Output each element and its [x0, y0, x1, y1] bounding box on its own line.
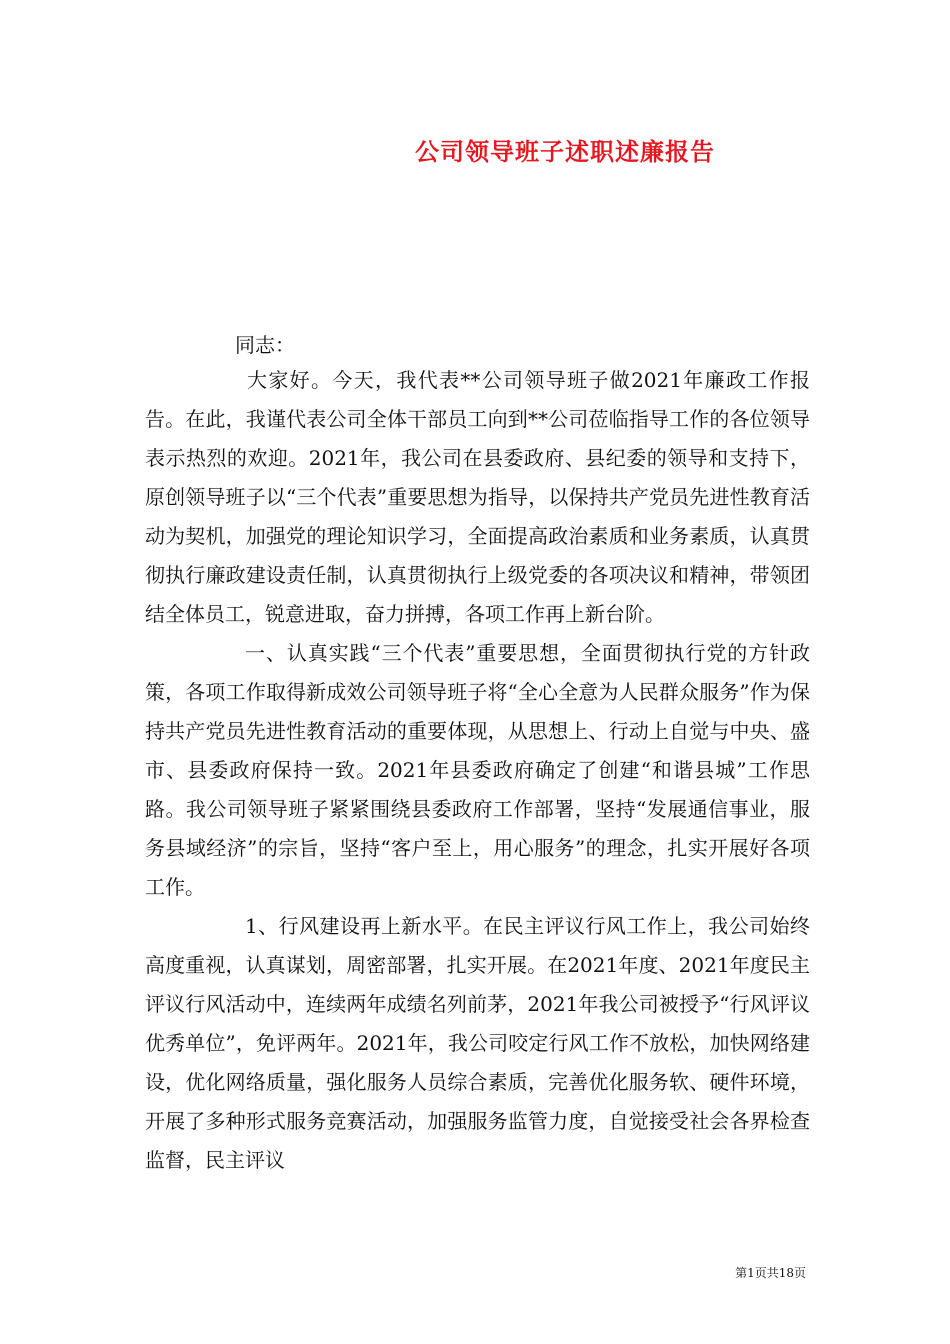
document-body [145, 361, 810, 1180]
page-number: 第1页共18页 [735, 1266, 806, 1280]
document-title: 公司领导班子述职述廉报告 [415, 137, 715, 166]
paragraph-item-one: 1、行风建设再上新水平。在民主评议行风工作上，我公司始终高度重视，认真谋划，周密部署，扎实开展。在2021年度、2021年度民主评议行风活动中，连续两年成绩名列前茅，2021年我公司被授予“行风评议优秀单位”，免评两年。2021年，我公司咬定行风工作不放松，加快网络建设，优化网络质量，强化服务人员综合素质，完善优化服务软、硬件环境，开展了多种形式服务竞赛活动，加强服务监管力度，自觉接受社会各界检查监督，民主评议 [145, 914, 810, 1172]
salutation: 同志： [235, 333, 295, 357]
paragraph-section-one: 一、认真实践“三个代表”重要思想，全面贯彻执行党的方针政策，各项工作取得新成效公司领导班子将“全心全意为人民群众服务”作为保持共产党员先进性教育活动的重要体现，从思想上、行动上自觉与中央、盛市、县委政府保持一致。2021年县委政府确定了创建“和谐县城”工作思路。我公司领导班子紧紧围绕县委政府工作部署，坚持“发展通信事业，服务县域经济”的宗旨，坚持“客户至上，用心服务”的理念，扎实开展好各项工作。 [145, 641, 810, 899]
paragraph-intro: 大家好。今天，我代表**公司领导班子做2021年廉政工作报告。在此，我谨代表公司全体干部员工向到**公司莅临指导工作的各位领导表示热烈的欢迎。2021年，我公司在县委政府、县纪委的领导和支持下，原创领导班子以“三个代表”重要思想为指导，以保持共产党员先进性教育活动为契机，加强党的理论知识学习，全面提高政治素质和业务素质，认真贯彻执行廉政建设责任制，认真贯彻执行上级党委的各项决议和精神，带领团结全体员工，锐意进取，奋力拼搏，各项工作再上新台阶。 [145, 368, 810, 626]
